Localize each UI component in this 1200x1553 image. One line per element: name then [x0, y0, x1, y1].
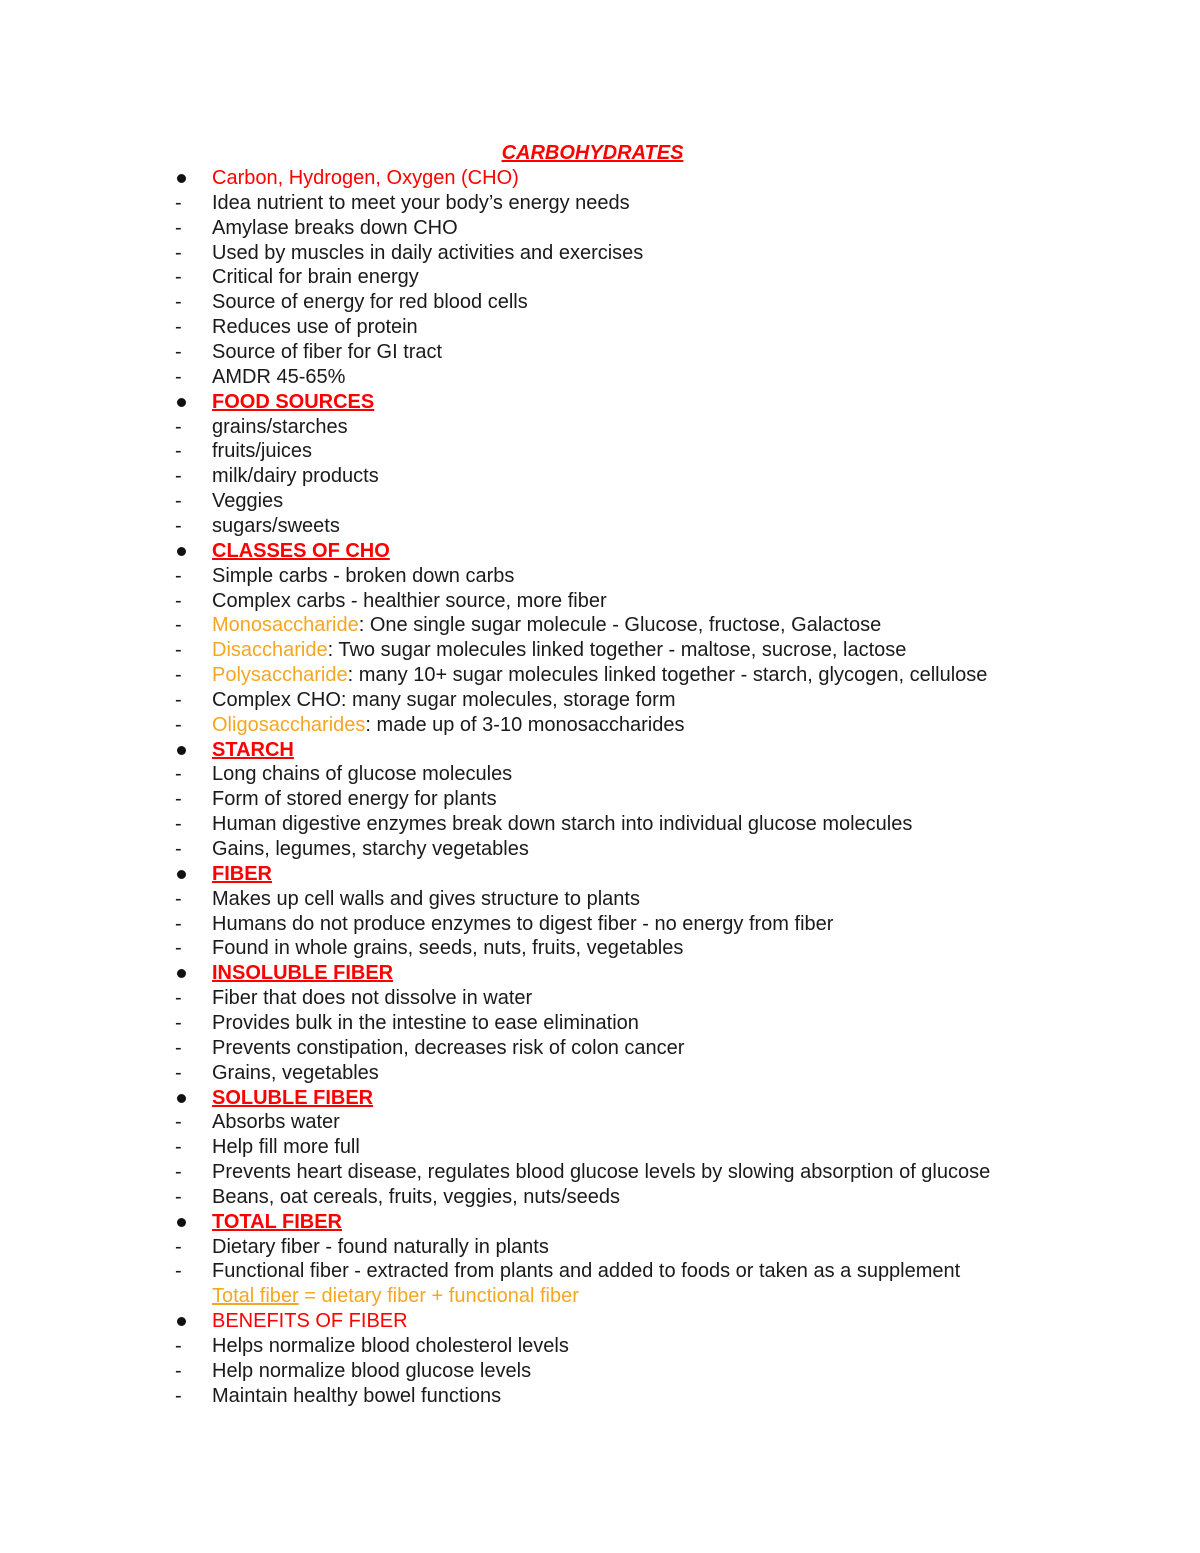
list-item-text	[212, 1309, 408, 1334]
list-item-text	[212, 1061, 379, 1086]
list-item	[0, 365, 1180, 390]
list-item-text	[212, 638, 906, 663]
list-item	[0, 812, 1180, 837]
text-segment: Dietary fiber - found naturally in plants	[212, 1235, 549, 1258]
list-item-text	[212, 290, 528, 315]
text-segment: Complex CHO: many sugar molecules, storage form	[212, 688, 676, 711]
list-item	[0, 613, 1180, 638]
text-segment: : made up of 3-10 monosaccharides	[365, 713, 685, 736]
list-item-text	[212, 713, 685, 738]
list-item-text	[212, 1259, 960, 1284]
list-item-text	[212, 887, 640, 912]
text-segment: Prevents heart disease, regulates blood glucose levels by slowing absorption of glucose	[212, 1161, 991, 1183]
list-item	[0, 936, 1180, 961]
list-item-text	[212, 762, 512, 787]
list-item-text	[212, 986, 532, 1011]
section-bullet-line	[0, 961, 1180, 986]
dash-marker: -	[175, 191, 182, 214]
text-segment: Prevents constipation, decreases risk of colon cancer	[212, 1036, 685, 1059]
text-segment: FIBER	[212, 862, 272, 885]
section-bullet-line	[0, 1210, 1180, 1235]
text-segment: Grains, vegetables	[212, 1061, 379, 1084]
list-item-text	[212, 365, 345, 390]
text-segment: Source of fiber for GI tract	[212, 341, 443, 363]
text-segment: Monosaccharide	[212, 614, 359, 637]
dash-marker: -	[175, 291, 182, 314]
section-bullet-line	[0, 539, 1180, 564]
list-item-text	[212, 837, 529, 862]
list-item	[0, 1135, 1180, 1160]
list-item-text	[212, 1210, 342, 1235]
list-item	[0, 265, 1180, 290]
text-segment: Disaccharide	[212, 639, 328, 662]
list-item	[0, 1259, 1180, 1284]
section-bullet-line	[0, 1309, 1180, 1334]
text-segment: Source of energy for red blood cells	[212, 291, 528, 314]
list-item-text	[212, 912, 833, 937]
list-item	[0, 1284, 1180, 1309]
list-item	[0, 589, 1180, 614]
list-item	[0, 191, 1180, 216]
list-item-text	[212, 1359, 531, 1384]
text-segment: Functional fiber - extracted from plants and added to foods or taken as a supplement	[212, 1260, 961, 1283]
dash-marker: -	[175, 1359, 182, 1382]
dash-marker: -	[175, 1061, 182, 1084]
text-segment: milk/dairy products	[212, 465, 379, 488]
list-item	[0, 1011, 1180, 1036]
list-item-text	[212, 613, 881, 638]
dash-marker: -	[175, 813, 182, 836]
dash-marker: -	[175, 987, 182, 1010]
text-segment: STARCH	[212, 738, 294, 761]
list-item	[0, 688, 1180, 713]
bullet-icon	[177, 746, 186, 755]
text-segment: Human digestive enzymes break down starch into individual glucose molecules	[212, 813, 913, 836]
list-item	[0, 986, 1180, 1011]
text-segment: Carbon, Hydrogen, Oxygen (CHO)	[212, 167, 519, 189]
dash-marker: -	[175, 937, 182, 960]
text-segment: Reduces use of protein	[212, 316, 418, 339]
text-segment: Veggies	[212, 490, 284, 513]
text-segment: Absorbs water	[212, 1111, 340, 1134]
bullet-icon	[177, 870, 186, 879]
list-item-text	[212, 936, 683, 961]
text-segment: Simple carbs - broken down carbs	[212, 564, 515, 587]
dash-marker: -	[175, 1161, 182, 1183]
dash-marker: -	[175, 664, 182, 686]
text-segment: TOTAL FIBER	[212, 1210, 342, 1233]
list-item-text	[212, 738, 294, 763]
list-item-text	[212, 166, 519, 191]
list-item-text	[212, 241, 643, 266]
text-segment: Fiber that does not dissolve in water	[212, 987, 533, 1010]
list-item	[0, 1110, 1180, 1135]
text-segment: AMDR 45-65%	[212, 365, 346, 388]
list-item-text	[212, 589, 607, 614]
dash-marker: -	[175, 614, 182, 637]
text-segment: Provides bulk in the intestine to ease elimination	[212, 1011, 639, 1034]
text-segment: BENEFITS OF FIBER	[212, 1310, 408, 1333]
dash-marker: -	[175, 1036, 182, 1059]
list-item	[0, 464, 1180, 489]
list-item	[0, 912, 1180, 937]
list-item-text	[212, 862, 272, 887]
list-item-text	[212, 464, 379, 489]
text-segment: Polysaccharide	[212, 664, 348, 686]
dash-marker: -	[175, 266, 182, 289]
list-item	[0, 837, 1180, 862]
list-item	[0, 315, 1180, 340]
dash-marker: -	[175, 589, 182, 612]
list-item	[0, 415, 1180, 440]
list-item-text	[212, 564, 514, 589]
dash-marker: -	[175, 440, 182, 463]
text-segment: Help fill more full	[212, 1136, 360, 1159]
list-item-text	[212, 1110, 340, 1135]
text-segment: Used by muscles in daily activities and exercises	[212, 241, 644, 264]
list-item	[0, 340, 1180, 365]
bullet-icon	[177, 398, 186, 407]
dash-marker: -	[175, 713, 182, 736]
dash-marker: -	[175, 514, 182, 537]
text-segment: grains/starches	[212, 415, 348, 438]
section-bullet-line	[0, 738, 1180, 763]
section-bullet-line	[0, 862, 1180, 887]
dash-marker: -	[175, 838, 182, 860]
list-item	[0, 1384, 1180, 1409]
text-segment: Makes up cell walls and gives structure to plants	[212, 887, 640, 910]
dash-marker: -	[175, 1185, 182, 1208]
text-segment: Beans, oat cereals, fruits, veggies, nuts/seeds	[212, 1185, 620, 1208]
list-item-text	[212, 688, 676, 713]
list-item	[0, 887, 1180, 912]
list-item	[0, 564, 1180, 589]
text-segment: FOOD SOURCES	[212, 390, 375, 413]
list-item	[0, 1160, 1180, 1185]
list-item-text	[212, 663, 987, 688]
dash-marker: -	[175, 788, 182, 811]
section-bullet-line	[0, 166, 1180, 191]
list-item-text	[212, 1160, 990, 1185]
text-segment: Total fiber	[212, 1285, 299, 1308]
list-item-text	[212, 787, 497, 812]
list-item-text	[212, 961, 393, 986]
dash-marker: -	[175, 887, 182, 910]
dash-marker: -	[175, 316, 182, 339]
list-item-text	[212, 1011, 639, 1036]
text-segment: Helps normalize blood cholesterol levels	[212, 1335, 569, 1357]
text-segment: Complex carbs - healthier source, more fiber	[212, 589, 607, 612]
dash-marker: -	[175, 1235, 182, 1258]
list-item	[0, 1235, 1180, 1260]
list-item-text	[212, 415, 348, 440]
dash-marker: -	[175, 216, 182, 239]
list-item	[0, 713, 1180, 738]
dash-marker: -	[175, 341, 182, 363]
list-item-text	[212, 265, 419, 290]
text-segment: Help normalize blood glucose levels	[212, 1359, 532, 1382]
dash-marker: -	[175, 490, 182, 513]
dash-marker: -	[175, 1111, 182, 1134]
text-segment: : One single sugar molecule - Glucose, fructose, Galactose	[358, 614, 882, 637]
text-segment: Form of stored energy for plants	[212, 788, 497, 811]
bullet-icon	[177, 969, 186, 978]
text-segment: fruits/juices	[212, 440, 313, 463]
list-item	[0, 241, 1180, 266]
text-segment: sugars/sweets	[212, 514, 340, 537]
list-item-text	[212, 390, 374, 415]
list-item-text	[212, 1185, 620, 1210]
list-item	[0, 1036, 1180, 1061]
bullet-icon	[177, 1218, 186, 1227]
text-segment: Amylase breaks down CHO	[212, 216, 458, 239]
list-item	[0, 290, 1180, 315]
list-item	[0, 439, 1180, 464]
dash-marker: -	[175, 1011, 182, 1034]
document-title: CARBOHYDRATES	[501, 142, 684, 164]
list-item-text	[212, 315, 418, 340]
text-segment: Gains, legumes, starchy vegetables	[212, 838, 529, 860]
dash-marker: -	[175, 465, 182, 488]
dash-marker: -	[175, 1384, 182, 1407]
list-item-text	[212, 1334, 569, 1359]
text-segment: INSOLUBLE FIBER	[212, 962, 394, 985]
dash-marker: -	[175, 365, 182, 388]
bullet-icon	[177, 174, 186, 183]
list-item-text	[212, 1036, 684, 1061]
text-segment: Oligosaccharides	[212, 713, 366, 736]
list-item-text	[212, 539, 390, 564]
list-item-text	[212, 489, 283, 514]
list-item	[0, 638, 1180, 663]
list-item	[0, 1061, 1180, 1086]
list-item-text	[212, 1284, 579, 1309]
text-segment: : Two sugar molecules linked together - maltose, sucrose, lactose	[327, 639, 907, 662]
text-segment: : many 10+ sugar molecules linked together - starch, glycogen, cellulose	[347, 664, 988, 686]
dash-marker: -	[175, 1335, 182, 1357]
dash-marker: -	[175, 912, 182, 935]
text-segment: Long chains of glucose molecules	[212, 763, 513, 786]
bullet-icon	[177, 1094, 186, 1103]
list-item	[0, 787, 1180, 812]
dash-marker: -	[175, 1260, 182, 1283]
list-item-text	[212, 1235, 549, 1260]
dash-marker: -	[175, 415, 182, 438]
list-item-text	[212, 1086, 373, 1111]
dash-marker: -	[175, 1136, 182, 1159]
list-item-text	[212, 1384, 501, 1409]
list-item	[0, 489, 1180, 514]
section-bullet-line	[0, 390, 1180, 415]
list-item	[0, 762, 1180, 787]
text-segment: Humans do not produce enzymes to digest fiber - no energy from fiber	[212, 912, 834, 935]
bullet-icon	[177, 1317, 186, 1326]
list-item-text	[212, 191, 630, 216]
list-item-text	[212, 812, 912, 837]
text-segment: CLASSES OF CHO	[212, 539, 390, 562]
dash-marker: -	[175, 639, 182, 662]
text-segment: Critical for brain energy	[212, 266, 419, 289]
list-item-text	[212, 514, 340, 539]
text-segment: Found in whole grains, seeds, nuts, fruits, vegetables	[212, 937, 684, 960]
list-item	[0, 514, 1180, 539]
dash-marker: -	[175, 564, 182, 587]
list-item	[0, 1334, 1180, 1359]
text-segment: Maintain healthy bowel functions	[212, 1384, 502, 1407]
list-item	[0, 1185, 1180, 1210]
list-item	[0, 663, 1180, 688]
text-segment: Idea nutrient to meet your body’s energy needs	[212, 191, 630, 214]
dash-marker: -	[175, 763, 182, 786]
list-item-text	[212, 439, 312, 464]
bullet-icon	[177, 547, 186, 556]
section-bullet-line	[0, 1086, 1180, 1111]
text-segment: = dietary fiber + functional fiber	[298, 1285, 579, 1308]
list-item-text	[212, 340, 442, 365]
list-item-text	[212, 1135, 360, 1160]
dash-marker: -	[175, 241, 182, 264]
text-segment: SOLUBLE FIBER	[212, 1086, 374, 1109]
list-item	[0, 216, 1180, 241]
list-item-text	[212, 216, 458, 241]
dash-marker: -	[175, 688, 182, 711]
list-item	[0, 1359, 1180, 1384]
